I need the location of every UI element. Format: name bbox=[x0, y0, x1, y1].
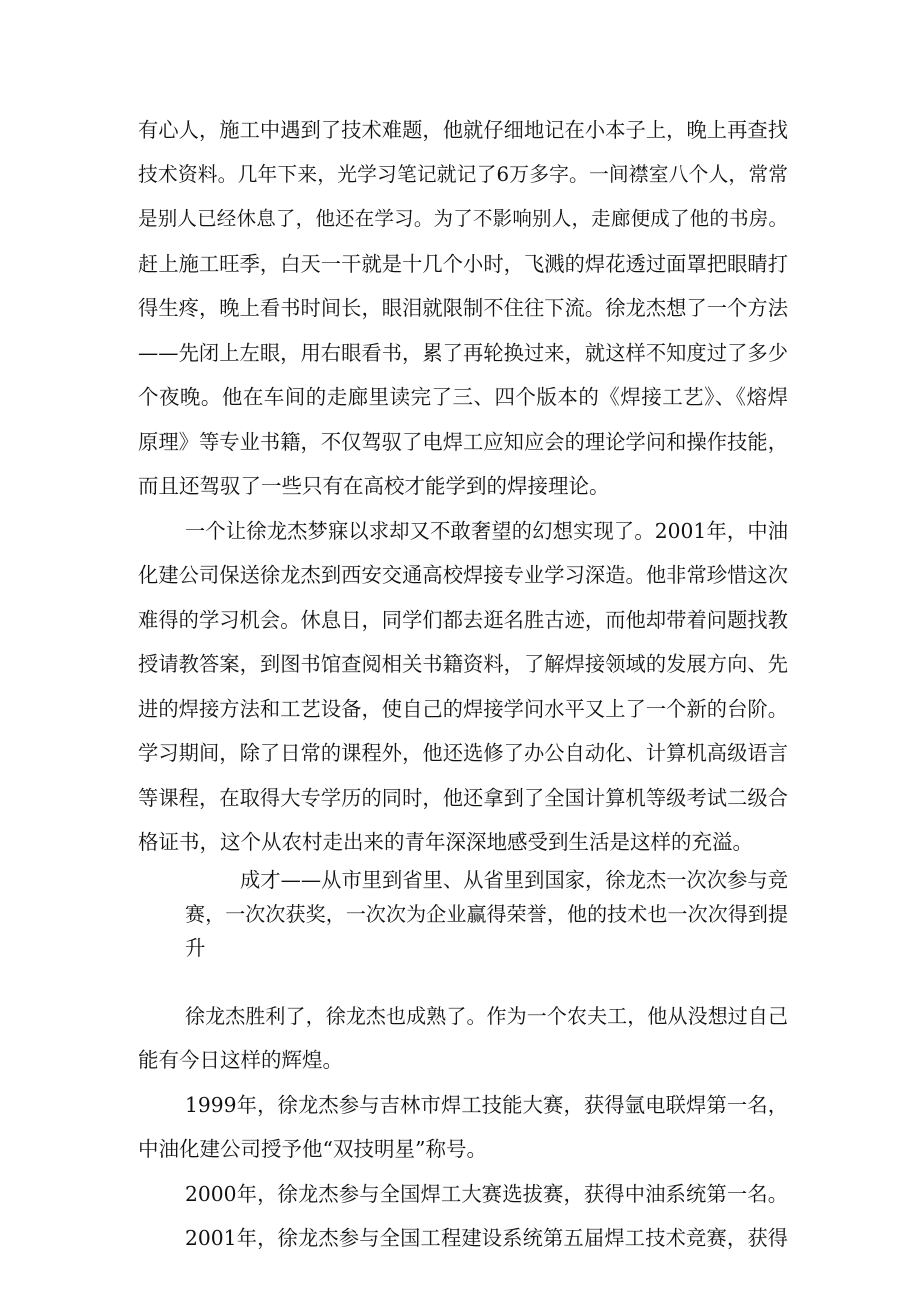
text-line: 格证书，这个从农村走出来的青年深深地感受到生活是这样的充溢。 bbox=[138, 830, 753, 854]
text-line: 有心人，施工中遇到了技术难题，他就仔细地记在小本子上，晚上再查找 bbox=[138, 118, 788, 142]
text-line: 成才——从市里到省里、从省里到国家，徐龙杰一次次参与竞 bbox=[240, 868, 788, 892]
text-line: 难得的学习机会。休息日，同学们都去逛名胜古迹，而他却带着问题找教 bbox=[138, 608, 788, 632]
text-line: 2001年，徐龙杰参与全国工程建设系统第五届焊工技术竞赛，获得 bbox=[185, 1226, 788, 1250]
text-line: 技术资料。几年下来，光学习笔记就记了6万多字。一间襟室八个人，常常 bbox=[138, 163, 788, 186]
text-line: 徐龙杰胜利了，徐龙杰也成熟了。作为一个农夫工，他从没想过自己 bbox=[185, 1004, 788, 1028]
text-line: 而且还驾驭了一些只有在高校才能学到的焊接理论。 bbox=[138, 474, 610, 498]
text-line: 赛，一次次获奖，一次次为企业赢得荣誉，他的技术也一次次得到提 bbox=[185, 902, 788, 926]
text-line: 一个让徐龙杰梦寐以求却又不敢奢望的幻想实现了。2001年，中油 bbox=[185, 519, 788, 543]
text-line: 授请教答案，到图书馆查阅相关书籍资料，了解焊接领域的发展方向、先 bbox=[138, 652, 788, 676]
text-line: 赶上施工旺季，白天一干就是十几个小时，飞溅的焊花透过面罩把眼睛打 bbox=[138, 252, 788, 276]
text-line: 进的焊接方法和工艺设备，使自己的焊接学问水平又上了一个新的台阶。 bbox=[138, 697, 788, 721]
text-line: 能有今日这样的辉煌。 bbox=[138, 1048, 343, 1072]
text-line: ——先闭上左眼，用右眼看书，累了再轮换过来，就这样不知度过了多少 bbox=[138, 341, 788, 365]
text-line: 1999年，徐龙杰参与吉林市焊工技能大赛，获得氩电联焊第一名， bbox=[185, 1093, 788, 1117]
text-line: 得生疼，晚上看书时间长，眼泪就限制不住往下流。徐龙杰想了一个方法 bbox=[138, 296, 788, 320]
text-line: 2000年，徐龙杰参与全国焊工大赛选拔赛，获得中油系统第一名。 bbox=[185, 1182, 788, 1206]
text-line: 等课程，在取得大专学历的同时，他还拿到了全国计算机等级考试二级合 bbox=[138, 786, 788, 810]
text-line: 升 bbox=[185, 936, 206, 960]
text-line: 原理》等专业书籍，不仅驾驭了电焊工应知应会的理论学问和操作技能， bbox=[138, 430, 788, 454]
text-line: 学习期间，除了日常的课程外，他还选修了办公自动化、计算机高级语言 bbox=[138, 741, 788, 765]
text-line: 是别人已经休息了，他还在学习。为了不影响别人，走廊便成了他的书房。 bbox=[138, 207, 788, 230]
text-line: 中油化建公司授予他“双技明星”称号。 bbox=[138, 1137, 487, 1161]
text-line: 个夜晚。他在车间的走廊里读完了三、四个版本的《焊接工艺》、《熔焊 bbox=[138, 385, 788, 409]
text-line: 化建公司保送徐龙杰到西安交通高校焊接专业学习深造。他非常珍惜这次 bbox=[138, 563, 788, 587]
